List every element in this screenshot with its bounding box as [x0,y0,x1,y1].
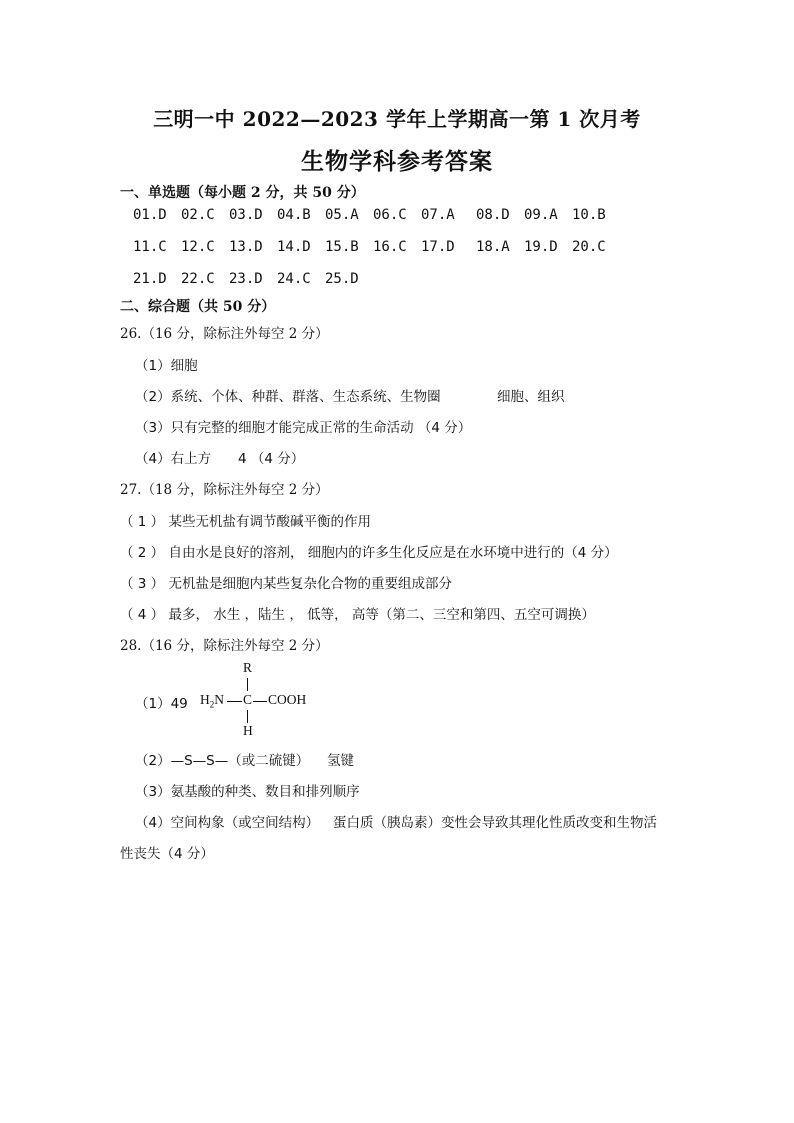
question-28-answer-4b: 蛋白质（胰岛素）变性会导致其理化性质改变和生物活 [333,815,657,831]
formula-alpha-carbon: C [243,692,253,707]
answer-item: 07.A [421,207,455,223]
formula-r-group: R [243,660,253,675]
answer-item: 23.D [229,271,263,287]
question-28-answer-4c: 性丧失（4 分） [120,846,214,862]
answer-item: 20.C [572,239,606,255]
question-26-answer-4: （4）右上方 [135,451,212,467]
answer-item: 16.C [373,239,407,255]
answer-item: 21.D [133,271,167,287]
answer-item: 17.D [421,239,455,255]
answer-item: 01.D [133,207,167,223]
question-28-answer-2b: 氢键 [327,753,354,769]
question-26-answer-4b: 4 （4 分） [238,451,305,467]
answer-item: 18.A [476,239,510,255]
formula-bond-right [253,701,267,702]
question-28-answer-3: （3）氨基酸的种类、数目和排列顺序 [135,784,360,800]
question-26-answer-2: （2）系统、个体、种群、群落、生态系统、生物圈 [135,389,441,405]
answer-item: 09.A [524,207,558,223]
answer-item: 13.D [229,239,263,255]
answer-item: 05.A [325,207,359,223]
amino-acid-formula [200,660,320,740]
question-28-header: 28.（16 分，除标注外每空 2 分） [120,638,329,654]
answer-item: 14.D [277,239,311,255]
question-27-answer-2: （ 2 ） 自由水是良好的溶剂， 细胞内的许多生化反应是在水环境中进行的（4 分） [120,545,618,561]
question-27-header: 27.（18 分，除标注外每空 2 分） [120,482,329,498]
formula-carboxyl-group: COOH [268,692,307,707]
question-26-answer-2b: 细胞、组织 [497,389,565,405]
answer-item: 06.C [373,207,407,223]
formula-hydrogen: H [243,723,253,738]
question-28-answer-2: （2）—S—S—（或二硫键） [135,753,310,769]
answer-item: 02.C [181,207,215,223]
answer-item: 11.C [133,239,167,255]
answer-item: 10.B [572,207,606,223]
answer-item: 03.D [229,207,263,223]
answer-item: 25.D [325,271,359,287]
answer-item: 15.B [325,239,359,255]
formula-bond-left [227,701,242,702]
page-subtitle: 生物学科参考答案 [301,148,493,175]
answer-item: 19.D [524,239,558,255]
question-28-answer-1: （1）49 [135,696,188,712]
question-27-answer-3: （ 3 ） 无机盐是细胞内某些复杂化合物的重要组成部分 [120,576,452,592]
section-heading-single-choice: 一、单选题（每小题 2 分，共 50 分） [120,185,365,201]
formula-bond-vertical-bottom [247,710,248,723]
question-26-answer-3: （3）只有完整的细胞才能完成正常的生命活动 （4 分） [135,420,472,436]
answer-item: 24.C [277,271,311,287]
formula-amino-group: $H_2N$ [200,692,224,710]
question-26-answer-1: （1）细胞 [135,358,198,374]
answer-item: 12.C [181,239,215,255]
formula-bond-vertical-top [247,678,248,691]
question-27-answer-1: （ 1 ） 某些无机盐有调节酸碱平衡的作用 [120,514,371,530]
question-27-answer-4: （ 4 ） 最多， 水生 ，陆生 ， 低等， 高等（第二、三空和第四、五空可调换） [120,607,595,623]
answer-item: 22.C [181,271,215,287]
question-28-answer-4: （4）空间构象（或空间结构） [135,815,320,831]
page-title: 三明一中 2022—2023 学年上学期高一第 1 次月考 [153,107,641,131]
answer-item: 08.D [476,207,510,223]
question-26-header: 26.（16 分，除标注外每空 2 分） [120,326,329,342]
section-heading-comprehensive: 二、综合题（共 50 分） [120,299,276,315]
answer-item: 04.B [277,207,311,223]
